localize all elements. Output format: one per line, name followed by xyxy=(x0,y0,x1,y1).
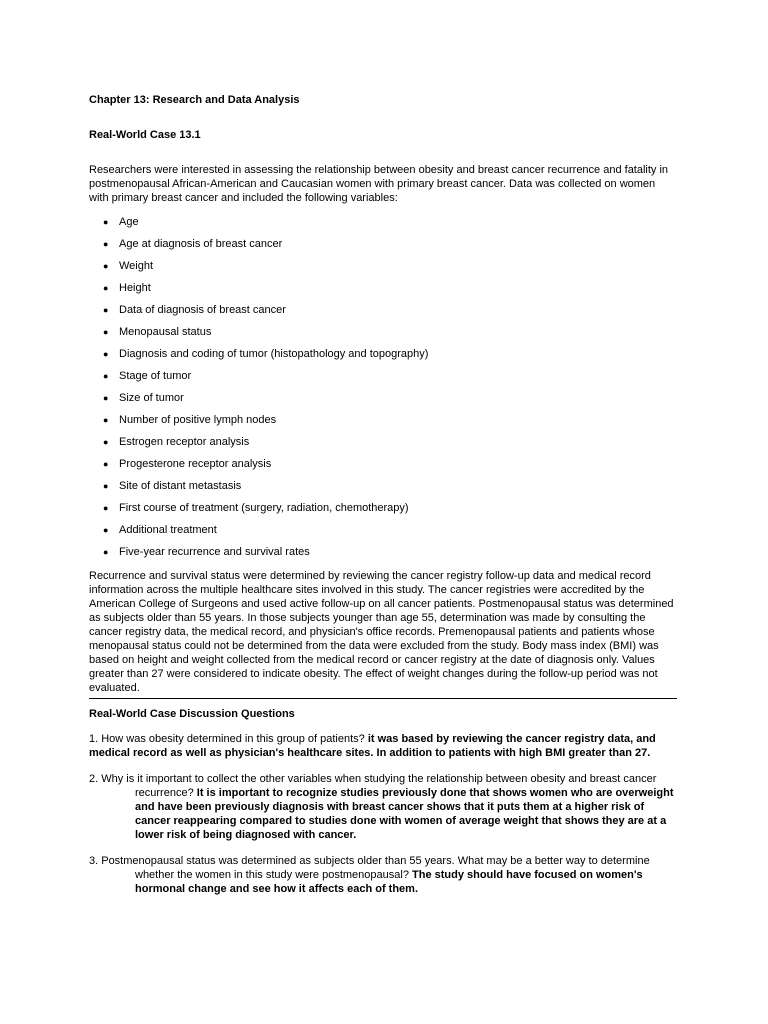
questions-list xyxy=(89,732,677,896)
variables-list xyxy=(89,215,677,567)
variable-label: Diagnosis and coding of tumor (histopathology and topography) xyxy=(119,348,429,360)
variable-item xyxy=(89,325,677,347)
variable-label: Age at diagnosis of breast cancer xyxy=(119,238,283,250)
variable-item xyxy=(89,237,677,259)
variable-item xyxy=(89,347,677,369)
bullet-icon: ● xyxy=(103,393,109,403)
variable-item xyxy=(89,501,677,523)
bullet-icon: ● xyxy=(103,371,109,381)
variable-item xyxy=(89,391,677,413)
intro-paragraph: Researchers were interested in assessing the relationship between obesity and breast cancer recurrence and fatality in postmenopausal African-American and Caucasian women with primary breast cancer. Data was collected on women with primary breast cancer and included the following variables: xyxy=(89,164,669,204)
variable-label: Stage of tumor xyxy=(119,370,192,382)
variable-label: Site of distant metastasis xyxy=(119,480,242,492)
bullet-icon: ● xyxy=(103,305,109,315)
bullet-icon: ● xyxy=(103,349,109,359)
question-item xyxy=(89,854,677,896)
variable-item xyxy=(89,303,677,325)
bullet-icon: ● xyxy=(103,481,109,491)
variable-item xyxy=(89,523,677,545)
question-text: 3. Postmenopausal status was determined as subjects older than 55 years. What may be a better way to determine xyxy=(89,855,650,867)
status-paragraph: Recurrence and survival status were determined by reviewing the cancer registry follow-up data and medical record information across the multiple healthcare sites involved in this study. The cancer registries were accredited by the American College of Surgeons and used active follow-up on all cancer patients. Postmenopausal status was determined as subjects older than 55 years. In those subjects younger than age 55, determination was made by consulting the cancer registry data, the medical record, and physician's office records. Premenopausal patients and patients whose menopausal status could not be determined from the data were excluded from the study. Body mass index (BMI) was based on height and weight collected from the medical record or cancer registry at the date of diagnosis only. Values greater than 27 were considered to indicate obesity. The effect of weight changes during the follow-up period was not evaluated. xyxy=(89,570,674,694)
variable-item xyxy=(89,457,677,479)
variable-label: Progesterone receptor analysis xyxy=(119,458,272,470)
variable-label: First course of treatment (surgery, radiation, chemotherapy) xyxy=(119,502,409,514)
discussion-title: Real-World Case Discussion Questions xyxy=(89,708,295,720)
question-continuation xyxy=(89,868,677,896)
variable-item xyxy=(89,281,677,303)
variable-label: Size of tumor xyxy=(119,392,184,404)
bullet-icon: ● xyxy=(103,239,109,249)
question-text-continued: whether the women in this study were postmenopausal? xyxy=(135,869,412,881)
variable-item xyxy=(89,435,677,457)
variable-label: Weight xyxy=(119,260,154,272)
variable-label: Height xyxy=(119,282,151,294)
variable-label: Additional treatment xyxy=(119,524,217,536)
variable-item xyxy=(89,259,677,281)
variable-label: Menopausal status xyxy=(119,326,212,338)
variable-label: Age xyxy=(119,216,139,228)
bullet-icon: ● xyxy=(103,547,109,557)
variable-item xyxy=(89,413,677,435)
bullet-icon: ● xyxy=(103,327,109,337)
question-text-continued: recurrence? xyxy=(135,787,197,799)
bullet-icon: ● xyxy=(103,261,109,271)
answer-text: The study should have focused on women's hormonal change and see how it affects each of them. xyxy=(135,869,643,895)
question-item xyxy=(89,732,677,760)
variable-item xyxy=(89,369,677,391)
chapter-title: Chapter 13: Research and Data Analysis xyxy=(89,94,300,106)
bullet-icon: ● xyxy=(103,503,109,513)
question-text: 2. Why is it important to collect the other variables when studying the relationship between obesity and breast cancer xyxy=(89,773,657,785)
question-text: 1. How was obesity determined in this group of patients? xyxy=(89,733,368,745)
answer-text: it was based by reviewing the cancer registry data, and medical record as well as physician's healthcare sites. In addition to patients with high BMI greater than 27. xyxy=(89,733,656,759)
variable-label: Estrogen receptor analysis xyxy=(119,436,250,448)
section-divider xyxy=(89,698,677,699)
case-title: Real-World Case 13.1 xyxy=(89,129,201,141)
bullet-icon: ● xyxy=(103,437,109,447)
bullet-icon: ● xyxy=(103,217,109,227)
variable-item xyxy=(89,479,677,501)
bullet-icon: ● xyxy=(103,459,109,469)
document-page xyxy=(89,93,677,908)
bullet-icon: ● xyxy=(103,525,109,535)
question-continuation xyxy=(89,786,677,842)
bullet-icon: ● xyxy=(103,283,109,293)
answer-text: It is important to recognize studies previously done that shows women who are overweight and have been previously diagnosis with breast cancer shows that it puts them at a higher risk of cancer reappearing compared to studies done with women of average weight that shows they are at a lower risk of being diagnosed with cancer. xyxy=(135,787,674,841)
variable-item xyxy=(89,545,677,567)
variable-label: Five-year recurrence and survival rates xyxy=(119,546,310,558)
bullet-icon: ● xyxy=(103,415,109,425)
variable-label: Number of positive lymph nodes xyxy=(119,414,277,426)
variable-label: Data of diagnosis of breast cancer xyxy=(119,304,286,316)
question-item xyxy=(89,772,677,842)
variable-item xyxy=(89,215,677,237)
